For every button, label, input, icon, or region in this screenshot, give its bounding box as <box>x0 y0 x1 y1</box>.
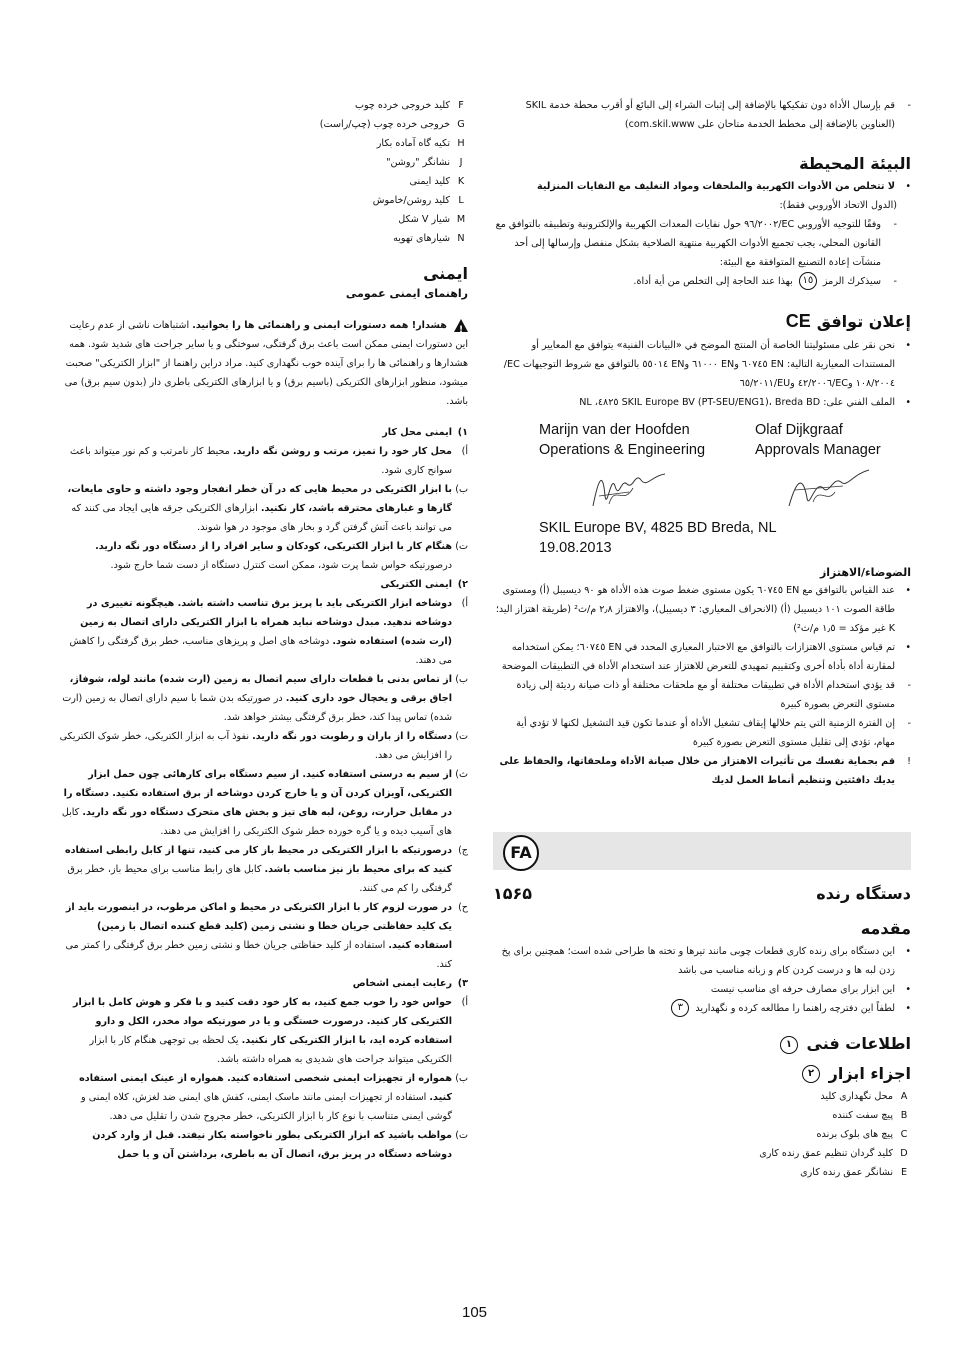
ce-bullet-2: • الملف الفني على: SKIL Europe BV (PT-SEU/ENG1)، Breda BD ٤٨٢٥، NL <box>579 397 911 408</box>
intro-bullet-3: • لطفاً این دفترچه راهنما را مطالعه کرده و نگهدارید ٣ <box>493 999 911 1018</box>
part-label: نشانگر "روشن" <box>386 157 450 168</box>
language-section-bar <box>493 832 911 870</box>
part-key: L <box>458 195 464 206</box>
part-item <box>493 1163 911 1182</box>
signature-right-icon <box>783 466 873 512</box>
part-key: G <box>457 119 465 130</box>
signatory-left: Marijn van der Hoofden Operations & Engineering <box>539 422 706 458</box>
part-key: E <box>900 1167 908 1178</box>
right-column <box>493 96 911 1182</box>
figure-ref-1: ١ <box>780 1036 798 1054</box>
section-3-b: ب) همواره از تجهیزات ایمنی شخصی استفاده کنید. همواره از عینک ایمنی استفاده کنید. استفاده از تجهیزات ایمنی مانند ماسک ایمنی، کفش های ایمنی ضد لغزش، کلاه ایمنی و گوشی ایمنی متناسب با نوع کار با ابزار الکتریکی، خطر مجروح شدن را تقلیل می دهد. <box>79 1073 468 1122</box>
part-label: تکیه گاه آماده بکار <box>376 138 450 149</box>
part-label: کلید ایمنی <box>409 176 450 187</box>
part-key: H <box>457 138 465 149</box>
warning-triangle-icon <box>454 319 468 332</box>
intro-bullet-2: • این ابزار برای مصارف حرفه ای مناسب نیست <box>710 984 911 995</box>
part-label: پیچ سفت کننده <box>832 1110 893 1121</box>
part-item <box>58 172 468 191</box>
section-2-d: ث) از سیم به درستی استفاده کنید. از سیم دستگاه برای کارهائی چون حمل ابزار الکتریکی، آویزان کردن آن و یا خارج کردن دوشاخه از برق استفاده نکنید. دستگاه را در مقابل حرارت، روغن، لبه های تیز و بخش های متحرک دستگاه دور نگه دارید. کابل های آسیب دیده و یا گره خورده خطر شوک الکتریکی را افزایش می دهند. <box>61 769 468 837</box>
safety-subtitle: راهنمای ایمنی عمومی <box>345 287 468 300</box>
introduction-title: مقدمه <box>860 919 911 938</box>
part-key: C <box>900 1129 908 1140</box>
return-bullet: - قم بإرسال الأداة دون تفكيكها بالإضافة إلى إثبات الشراء إلى البائع أو أقرب محطة خدمة SKIL (العناوين بالإضافة إلى مخطط الخدمة متاحان على com.skil.www) <box>525 100 911 130</box>
part-label: شیار V شکل <box>398 214 450 225</box>
section-1-c: ت) هنگام کار با ابزار الکتریکی، کودکان و سایر افراد را از دستگاه دور نگه دارید. درصورتیکه حواس شما پرت شود، ممکن است کنترل دستگاه از دست شما خارج شود. <box>95 541 468 571</box>
part-item <box>58 96 468 115</box>
part-label: محل نگهداری کلید <box>820 1091 893 1102</box>
part-item <box>58 210 468 229</box>
left-column <box>58 96 468 1164</box>
part-key: D <box>900 1148 908 1159</box>
part-label: کلید روشن/خاموش <box>372 195 450 206</box>
figure-ref-3: ٣ <box>671 999 689 1017</box>
part-item <box>493 1087 911 1106</box>
product-title: دستگاه رنده <box>816 884 911 903</box>
signature-left-icon <box>589 466 669 512</box>
part-key: A <box>900 1091 908 1102</box>
language-badge: FA <box>503 835 539 871</box>
figure-ref-2: ٢ <box>802 1065 820 1083</box>
page-number: 105 <box>462 1304 488 1321</box>
noise-warning: ! قم بحماية نفسك من تأثيرات الاهتزاز من خلال صيانة الأداة وملحقاتها، والحفاظ على يديك دافئتين وتنظيم أنماط العمل لديك <box>499 756 911 786</box>
part-label: شیارهای تهویه <box>393 233 450 244</box>
noise-sub-1: - قد يؤدي استخدام الأداة في تطبيقات مختلفة أو مع ملحقات مختلفة أو ذات صيانة رديئة إلى زيادة مستوى التعرض بصورة كبيرة <box>516 680 911 710</box>
ce-mark-icon: CE <box>785 311 811 331</box>
part-label: پیچ های بلوک برنده <box>816 1129 893 1140</box>
environment-sub1: - وفقًا للتوجيه الأوروبي EC/٩٦/٢٠٠٢ حول نفايات المعدات الكهربية والإلكترونية وتطبيقه بالتوافق مع القانون المحلي، يجب تجميع الأدوات الكهربية منتهية الصلاحية بشكل منفصل وإرسالها إلى أحد منشآت إعادة التصنيع المتوافقة مع البيئة: <box>495 219 897 268</box>
part-key: N <box>457 233 465 244</box>
part-label: کلید گردان تنظیم عمق رنده کاری <box>759 1148 893 1159</box>
section-2-f: ح) در صورت لزوم کار با ابزار الکتریکی در محیط و اماکن مرطوب، در اینصورت باید از یک کلید حفاظتی جریان خطا و نشتی زمین (کلید قطع کننده اتصال با زمین) استفاده کنید. استفاده از کلید حفاظتی جریان خطا و نشتی زمین خطر برق گرفتگی را کمتر می کند. <box>65 902 468 970</box>
tool-parts-title: اجزاء ابزار ٢ <box>493 1064 911 1084</box>
part-item <box>58 191 468 210</box>
parts-list-a-e <box>493 1087 911 1182</box>
environment-title: البيئة المحيطة <box>799 154 911 173</box>
section-3-title: ٣) رعایت ایمنی اشخاص <box>352 978 468 989</box>
section-2-b: ب) از تماس بدنی با قطعات دارای سیم اتصال به زمین (ارت شده) مانند لوله، شوفاژ، اجاق برقی و یخچال خود داری کنید. در صورتیکه بدن شما با سیم دارای اتصال به زمین (ارت شده) تماس پیدا کند، خطر برق گرفتگی بیشتر خواهد شد. <box>62 674 468 723</box>
part-key: B <box>900 1110 908 1121</box>
part-label: خروجی خرده چوب (چپ/راست) <box>319 119 450 130</box>
part-item <box>493 1144 911 1163</box>
ce-declaration-title: إعلان توافقCE <box>785 311 911 331</box>
signature-block <box>493 420 911 560</box>
ce-bullet-1: • نحن نقر على مسئوليتنا الخاصة أن المنتج الموضح في «البيانات الفنية» يتوافق مع المعايير أو المستندات المعيارية التالية: EN ٦٠٧٤٥ وEN ٦١٠٠٠ وEN ٥٥٠١٤ بالتوافق مع شروط التوجيهات EC/١٠٨/٢٠٠٤ وEC/٤٢/٢٠٠٦ وEU/٦٥/٢٠١١ <box>503 340 911 389</box>
part-label: کلید خروجی خرده چوب <box>354 100 450 111</box>
part-item <box>58 134 468 153</box>
section-3-c: ت) مواظب باشید که ابزار الکتریکی بطور ناخواسته بکار نیفتد. قبل از وارد کردن دوشاخه دستگاه در پریز برق، اتصال آن به باطری، برداشتن آن و یا حمل <box>92 1130 468 1160</box>
section-2-a: أ) دوشاخه ابزار الکتریکی باید با پریز برق تناسب داشته باشد. هیچگونه تغییری در دوشاخه ندهید. مبدل دوشاخه نباید همراه با ابزار الکتریکی دارای اتصال به زمین (ارت شده) استفاده شود. دوشاخه های اصل و پریزهای مناسب، خطر برق گرفتگی را کاهش می دهند. <box>69 598 468 666</box>
noise-bullet-2: • تم قياس مستوى الاهتزازات بالتوافق مع الاختبار المعياري المحدد في EN ٦٠٧٤٥؛ يمكن استخدامه لمقارنة أداة بأداة أخرى وكتقييم تمهيدي للتعرض للاهتزاز عند استخدام الأداة في التطبيقات الموضحة <box>501 642 911 672</box>
environment-note: (الدول الاتحاد الأوروبي فقط): <box>779 200 897 211</box>
environment-bullet: • لا تتخلص من الأدوات الكهربية والملحقات ومواد التغليف مع النفايات المنزلية <box>537 181 911 192</box>
section-3-a: أ) حواس خود را خوب جمع کنید، به کار خود دقت کنید و با فکر و هوش کامل با ابزار الکتریکی کار کنید. درصورت خستگی و یا در صورتیکه مواد مخدر، الکل و دارو استفاده کرده اید، با ابزار الکتریکی کار نکنید. یک لحظه بی توجهی هنگام کار با ابزار الکتریکی میتواند جراحت های شدیدی به همراه داشته باشد. <box>72 997 468 1065</box>
signatory-right: Olaf Dijkgraaf Approvals Manager <box>755 422 881 458</box>
part-key: K <box>457 176 465 187</box>
part-item <box>493 1125 911 1144</box>
environment-sub2: - سيذكرك الرمز ١٥ بهذا عند الحاجة إلى التخلص من أية أداة. <box>493 272 911 291</box>
section-2-title: ٢) ایمنی الکتریکی <box>380 579 468 590</box>
part-item <box>58 153 468 172</box>
part-label: نشانگر عمق رنده کاری <box>800 1167 893 1178</box>
figure-ref-15: ١٥ <box>799 272 817 290</box>
part-key: F <box>458 100 464 111</box>
signature-company: SKIL Europe BV, 4825 BD Breda, NL 19.08.2013 <box>539 520 777 556</box>
product-title-row <box>493 884 911 903</box>
product-model: ۱۵۶۵ <box>493 884 533 903</box>
safety-title: ایمنی <box>423 264 468 283</box>
intro-bullet-1: • این دستگاه برای رنده کاری قطعات چوبی مانند تیرها و تخته ها طراحی شده است؛ همچنین برای پخ زدن لبه ها و درست کردن کام و زبانه مناسب می باشد <box>501 946 911 976</box>
section-1-title: ١) ایمنی محل کار <box>382 427 468 438</box>
general-warning: ! هشدار! همه دستورات ایمنی و راهنمائی ها را بخوانید. اشتباهات ناشی از عدم رعایت این دستورات ایمنی ممکن است باعث برق گرفتگی، سوختگی و یا سایر جراحت های شدید شود. همه هشدارها و راهنمائی ها را برای آینده خوب نگهداری کنید. مراد دراین راهنما از "ابزار الکتریکی" صحبت میشود، منظور ابزارهای الکتریکی (باسیم برق) و یا ابزارهای الکتریکی باطری دار (بدون سیم برق) می باشد. <box>58 316 468 411</box>
section-2-e: ج) درصورتیکه با ابزار الکتریکی در محیط باز کار می کنید، تنها از کابل رابطی استفاده کنید که برای محیط باز نیز مناسب باشد. کابل های رابط مناسب برای محیط باز، خطر برق گرفتگی را کم می کنند. <box>64 845 468 894</box>
parts-list-f-n <box>58 96 468 248</box>
noise-sub-2: - إن الفترة الزمنية التي يتم خلالها إيقاف تشغيل الأداة أو عندما تكون قيد التشغيل لكنها لا تؤدي أية مهام، تؤدي إلى تقليل مستوى التعرض بصورة كبيرة <box>516 718 911 748</box>
part-key: J <box>459 157 463 168</box>
noise-bullet-1: • عند القياس بالتوافق مع EN ٦٠٧٤٥ يكون مستوى ضغط صوت هذه الأداة هو ٩٠ ديسيبل (أ) ومستوى طاقة الصوت ١٠١ ديسيبل (أ) (الانحراف المعياري: ٣ ديسيبل)، والاهتزاز ٢٫٨ م/ث² (طريقة اهتزاز اليد؛ K غير مؤكد = ١٫٥ م/ث²) <box>495 585 911 634</box>
section-1-a: أ) محل کار خود را تمیز، مرتب و روشن نگه دارید. محیط کار نامرتب و کم نور میتواند باعث سوانح کاری شود. <box>70 446 468 476</box>
technical-data-title: اطلاعات فنی ١ <box>493 1034 911 1054</box>
part-item <box>58 229 468 248</box>
part-item <box>493 1106 911 1125</box>
part-key: M <box>456 214 466 225</box>
section-1-b: ب) با ابزار الکتریکی در محیط هایی که در آن خطر انفجار وجود داشته و حاوی مایعات، گازها و غبارهای محترقه باشد، کار نکنید. ابزارهای الکتریکی جرقه هایی ایجاد می کنند که می توانند باعث آتش گرفتن گرد و بخار های موجود در هوا شوند. <box>67 484 468 533</box>
part-item <box>58 115 468 134</box>
noise-title: الضوضاء/الاهتزاز <box>819 566 911 579</box>
section-2-c: ت) دستگاه را از باران و رطوبت دور نگه دارید. نفوذ آب به ابزار الکتریکی، خطر شوک الکتریکی را افزایش می دهد. <box>59 731 468 761</box>
